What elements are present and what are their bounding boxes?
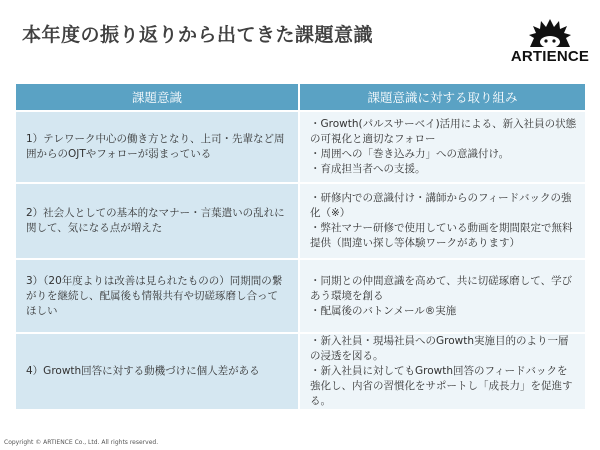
table-row (16, 112, 585, 184)
issue-cell (16, 334, 300, 411)
table-row (16, 184, 585, 260)
action-item: ・研修内での意識付け・講師からのフィードバックの強化（※） (310, 192, 572, 219)
issue-cell (16, 112, 300, 184)
action-item: ・弊社マナー研修で使用している動画を期間限定で無料提供（間違い探し等体験ワークがあります） (310, 222, 573, 249)
table-row (16, 334, 585, 411)
action-item: ・新入社員に対してもGrowth回答のフィードバックを強化し、内省の習慣化をサポートし「成長力」を促進する。 (310, 365, 573, 407)
issue-cell (16, 184, 300, 260)
table-row (16, 260, 585, 334)
action-item: ・同期との仲間意識を高めて、共に切磋琢磨して、学びあう環境を創る (310, 274, 573, 302)
issue-cell (16, 260, 300, 334)
action-item: ・育成担当者への支援。 (310, 163, 426, 175)
issue-text: 2）社会人としての基本的なマナー・言葉遣いの乱れに関して、気になる点が増えた (26, 207, 285, 234)
logo-wordmark: ARTIENCE (510, 48, 590, 65)
header-issue: 課題意識 (16, 84, 300, 112)
hedgehog-icon (526, 18, 574, 48)
issue-text: 4）Growth回答に対する動機づけに個人差がある (26, 365, 260, 377)
action-cell (300, 260, 585, 334)
company-logo (508, 18, 592, 68)
copyright-notice: Copyright © ARTIENCE Co., Ltd. All rights reserved. (4, 439, 159, 446)
action-cell (300, 334, 585, 411)
issue-text: 3）（20年度よりは改善は見られたものの）同期間の繋がりを継続し、配属後も情報共有や切磋琢磨し合ってほしい (26, 274, 283, 317)
action-cell (300, 184, 585, 260)
issues-table (16, 84, 585, 411)
action-item: ・Growth(パルスサーベイ)活用による、新入社員の状態の可視化と適切なフォロー (310, 118, 577, 145)
action-item: ・新入社員・現場社員へのGrowth実施目的のより一層の浸透を図る。 (310, 335, 569, 362)
header-action: 課題意識に対する取り組み (300, 84, 585, 112)
table-header-row (16, 84, 585, 112)
page-title: 本年度の振り返りから出てきた課題意識 (22, 24, 374, 46)
issue-text: 1）テレワーク中心の働き方となり、上司・先輩など周囲からのOJTやフォローが弱まっている (26, 133, 285, 160)
action-cell (300, 112, 585, 184)
action-item: ・周囲への「巻き込み力」への意識付け。 (310, 148, 510, 160)
action-item: ・配属後のバトンメール®実施 (310, 304, 457, 317)
